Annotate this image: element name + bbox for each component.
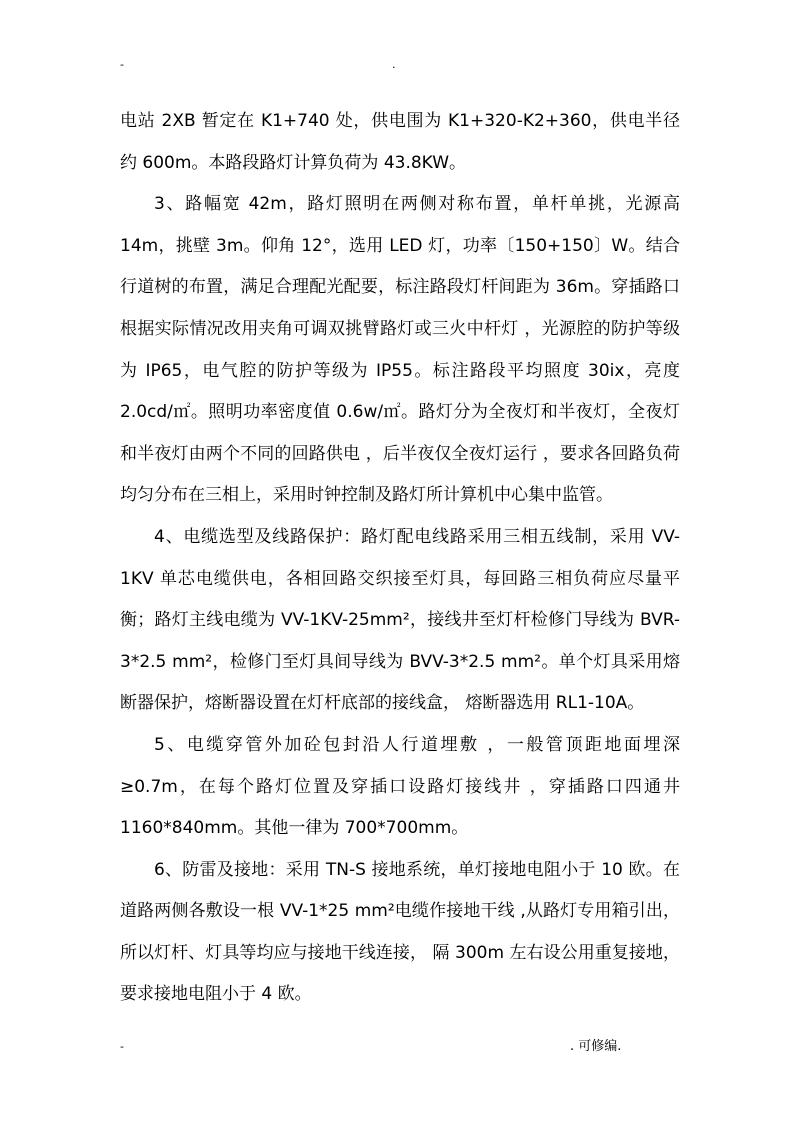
- document-body: [120, 101, 680, 1016]
- header-center-mark: .: [392, 58, 396, 71]
- footer-editable-note: . 可修编.: [570, 1039, 622, 1054]
- footer-left-mark: -: [120, 1040, 124, 1053]
- paragraph-cable-selection: 4、电缆选型及线路保护：路灯配电线路采用三相五线制，采用 VV-1KV 单芯电缆供电，各相回路交织接至灯具，每回路三相负荷应尽量平衡；路灯主线电缆为 VV-1KV-25mm²，接线井至灯杆检修门导线为 BVR-3*2.5 mm²，检修门至灯具间导线为 BVV-3*2.5 mm²。单个灯具采用熔断器保护，熔断器设置在灯杆底部的接线盒， 熔断器选用 RL1-10A。: [120, 526, 680, 714]
- header-left-mark: -: [120, 58, 124, 71]
- paragraph-cable-conduit: 5、电缆穿管外加砼包封沿人行道埋敷 ，一般管顶距地面埋深≥0.7m，在每个路灯位置及穿插口设路灯接线井 ，穿插路口四通井 1160*840mm。其他一律为 700*700mm。: [120, 734, 680, 839]
- paragraph-grounding: 6、防雷及接地：采用 TN-S 接地系统，单灯接地电阻小于 10 欧。在道路两侧各敷设一根 VV-1*25 mm²电缆作接地干线 ,从路灯专用箱引出，所以灯杆、灯具等均应与接地干线连接， 隔 300m 左右设公用重复接地，要求接地电阻小于 4 欧。: [120, 859, 680, 1005]
- paragraph-continuation: 电站 2XB 暂定在 K1+740 处，供电围为 K1+320-K2+360，供电半径约 600m。本路段路灯计算负荷为 43.8KW。: [120, 111, 680, 173]
- paragraph-lighting: 3、路幅宽 42m，路灯照明在两侧对称布置，单杆单挑，光源高 14m，挑壁 3m。仰角 12°，选用 LED 灯，功率〔150+150〕W。结合行道树的布置，满足合理配光配要，标注路段灯杆间距为 36m。穿插路口根据实际情况改用夹角可调双挑臂路灯或三火中杆灯 ，光源腔的防护等级为 IP65，电气腔的防护等级为 IP55。标注路段平均照度 30ix，亮度 2.0cd/㎡。照明功率密度值 0.6w/㎡。路灯分为全夜灯和半夜灯，全夜灯和半夜灯由两个不同的回路供电 ，后半夜仅全夜灯运行 ，要求各回路负荷均匀分布在三相上，采用时钟控制及路灯所计算机中心集中监管。: [120, 194, 680, 506]
